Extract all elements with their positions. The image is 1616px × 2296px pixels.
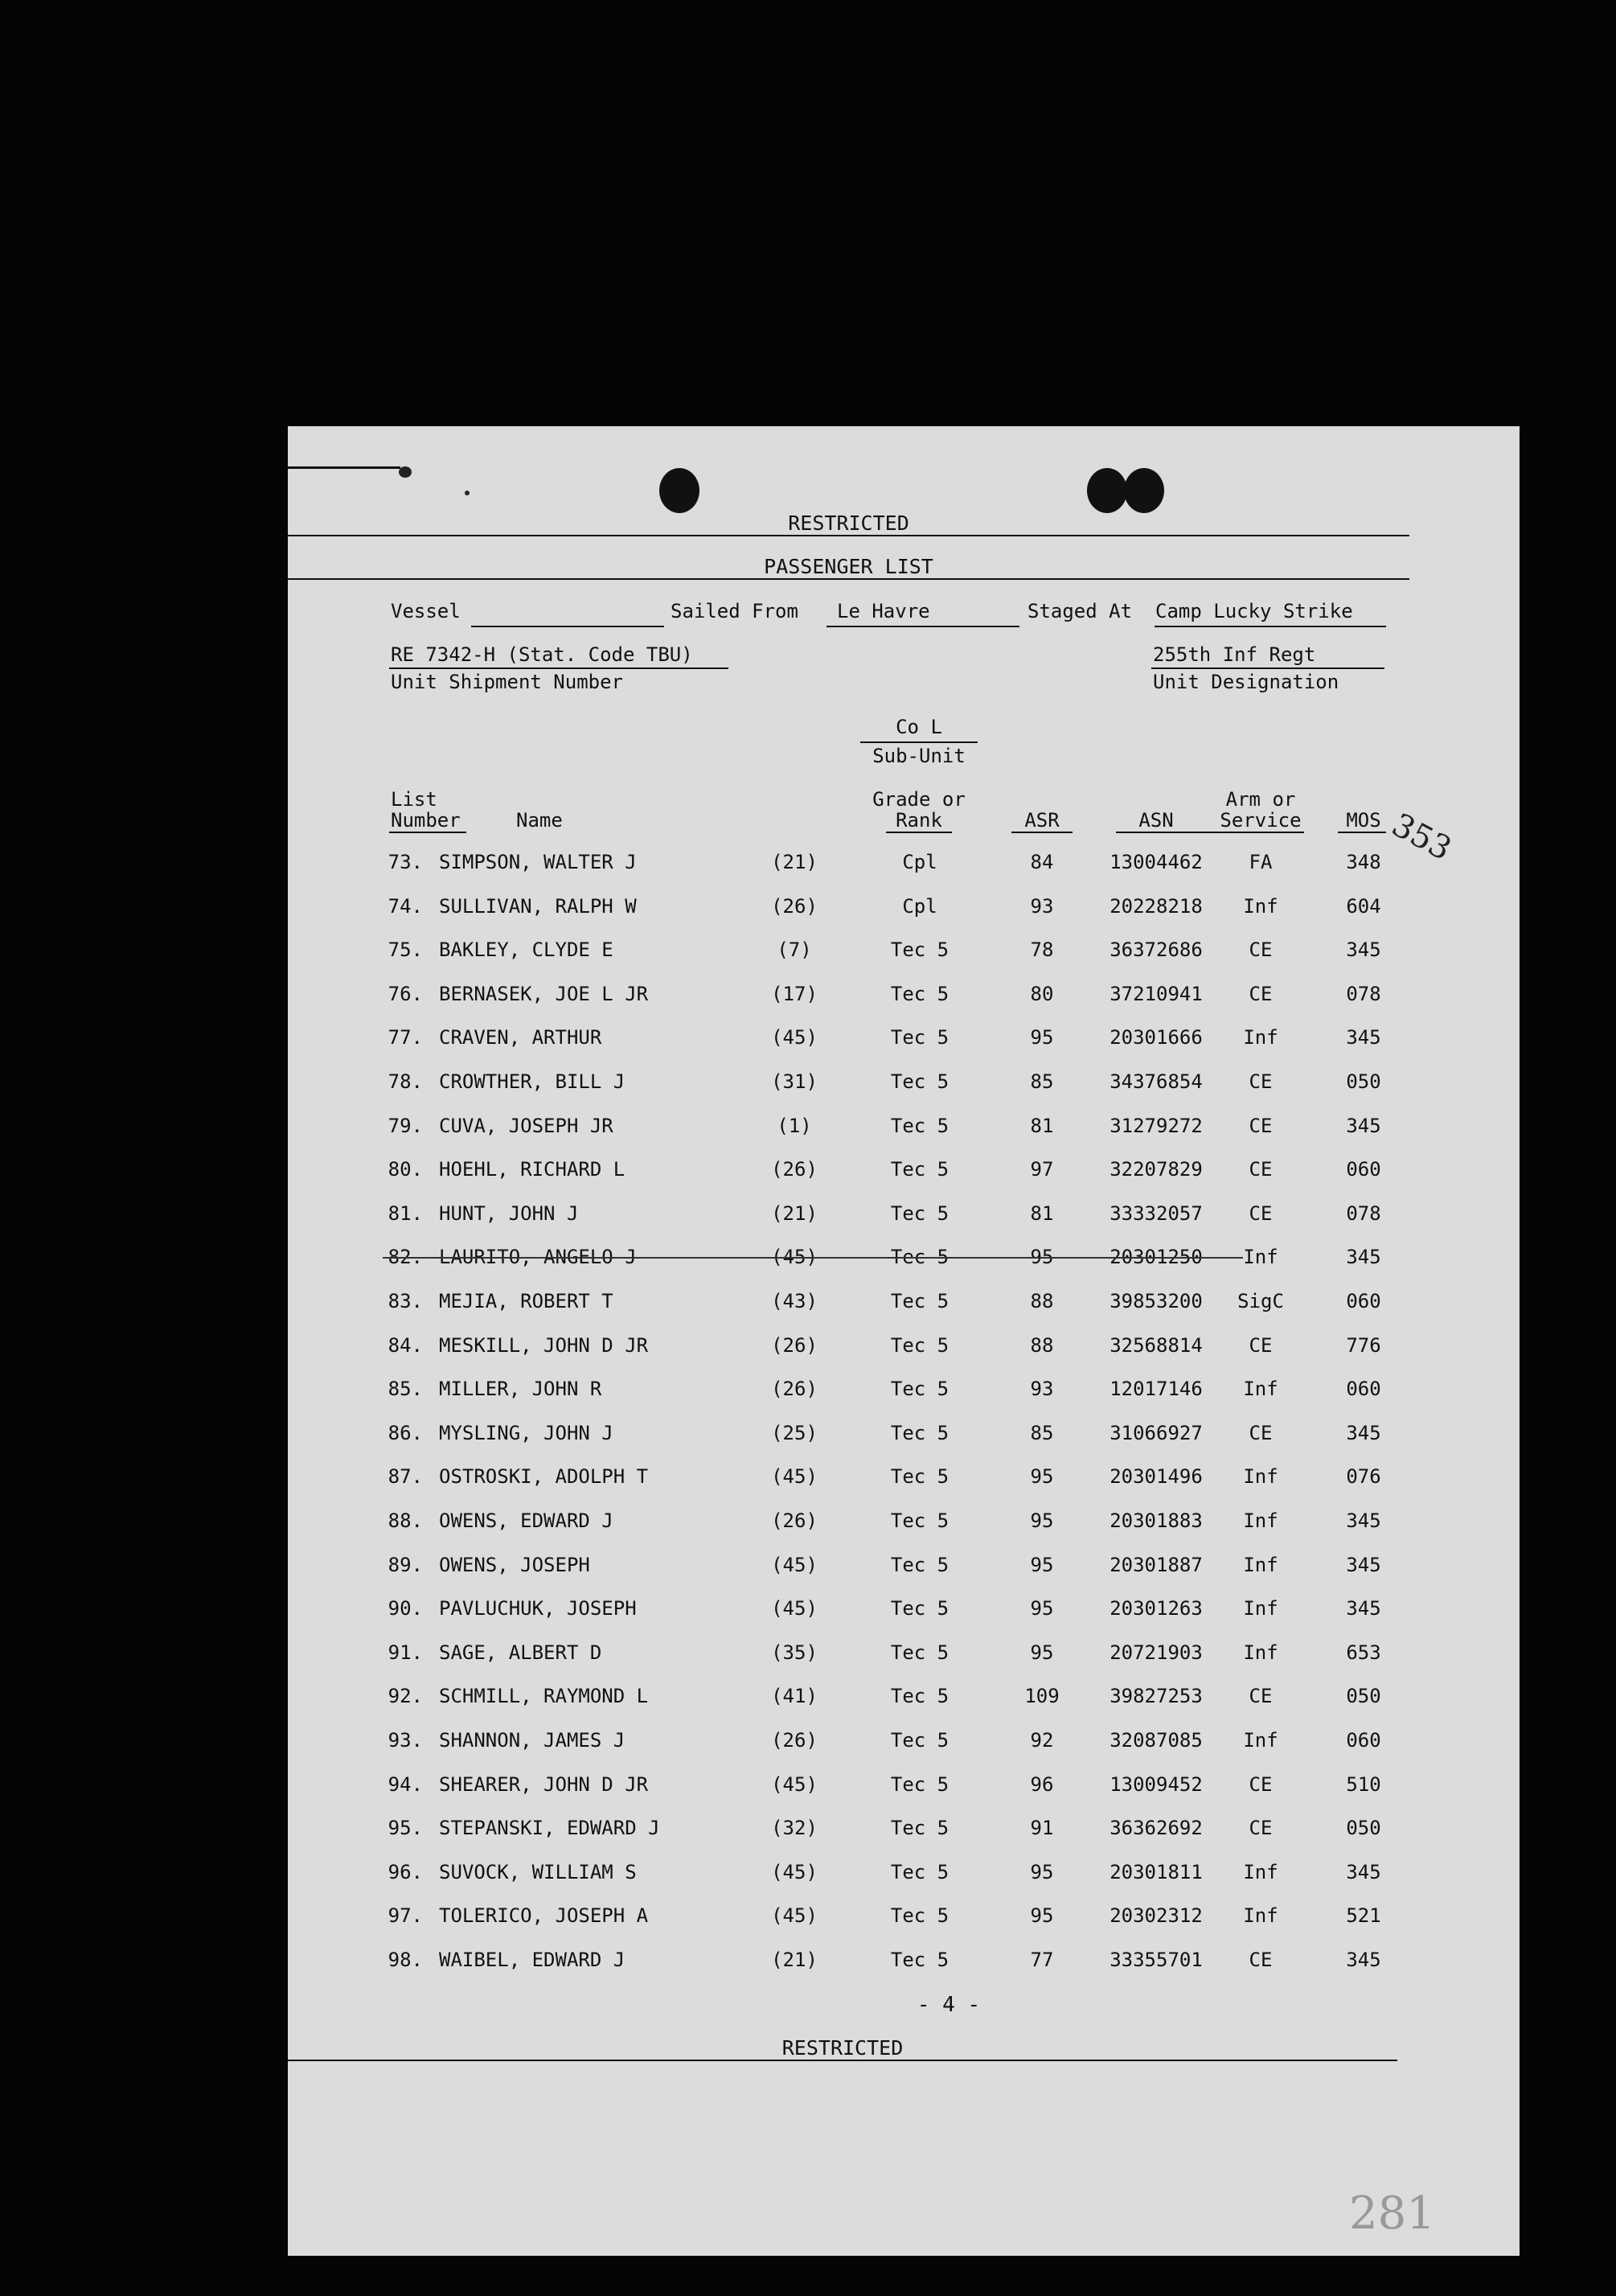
cell-arm: CE [1249, 1421, 1273, 1444]
cell-asr: 96 [1030, 1772, 1054, 1796]
cell-grade: Tec 5 [890, 1421, 950, 1444]
cell-arm: Inf [1243, 1509, 1278, 1532]
document-title: PASSENGER LIST [288, 557, 1409, 580]
cell-grade: Tec 5 [890, 1158, 950, 1181]
cell-num: 92. [388, 1685, 423, 1708]
cell-code: (26) [771, 1378, 818, 1401]
cell-asn: 20301496 [1109, 1465, 1203, 1489]
cell-asn: 20301811 [1109, 1860, 1203, 1883]
table-row [288, 1731, 1520, 1758]
staged-at-label: Staged At [1027, 600, 1133, 622]
cell-arm: SigC [1237, 1290, 1284, 1312]
cell-num: 94. [388, 1772, 423, 1796]
sub-unit-underline [860, 741, 978, 743]
cell-asr: 109 [1024, 1685, 1060, 1708]
cell-grade: Tec 5 [890, 1817, 950, 1840]
cell-asr: 95 [1030, 1246, 1054, 1269]
unit-designation-value: 255th Inf Regt [1153, 643, 1316, 666]
cell-num: 82. [388, 1246, 423, 1269]
cell-mos: 345 [1346, 1949, 1381, 1971]
cell-arm: FA [1249, 851, 1273, 873]
cell-arm: CE [1249, 1333, 1273, 1357]
cell-mos: 776 [1346, 1333, 1381, 1357]
cell-asr: 95 [1030, 1904, 1054, 1928]
table-row [288, 1423, 1520, 1451]
cell-num: 90. [388, 1597, 423, 1620]
cell-asn: 20228218 [1109, 894, 1203, 918]
cell-asn: 36372686 [1109, 939, 1203, 962]
cell-grade: Tec 5 [890, 1860, 950, 1883]
table-row [288, 1292, 1520, 1319]
cell-asn: 33332057 [1109, 1201, 1203, 1225]
cell-grade: Tec 5 [890, 1333, 950, 1357]
cell-mos: 653 [1346, 1641, 1381, 1664]
cell-asr: 95 [1030, 1465, 1054, 1489]
cell-num: 79. [388, 1114, 423, 1137]
cell-name: BERNASEK, JOE L JR [439, 982, 649, 1005]
cell-arm: CE [1249, 1685, 1273, 1708]
cell-asn: 32568814 [1109, 1333, 1203, 1357]
cell-mos: 078 [1346, 982, 1381, 1005]
cell-asn: 32087085 [1109, 1729, 1203, 1752]
cell-code: (45) [771, 1904, 818, 1928]
column-number: Number [391, 809, 461, 832]
table-row [288, 1467, 1520, 1494]
cell-name: WAIBEL, EDWARD J [439, 1949, 625, 1971]
cell-name: SAGE, ALBERT D [439, 1641, 602, 1664]
cell-mos: 060 [1346, 1378, 1381, 1401]
cell-code: (25) [771, 1421, 818, 1444]
cell-grade: Tec 5 [890, 982, 950, 1005]
table-row [288, 1072, 1520, 1099]
cell-mos: 060 [1346, 1158, 1381, 1181]
cell-num: 78. [388, 1070, 423, 1093]
cell-num: 77. [388, 1026, 423, 1049]
cell-mos: 050 [1346, 1685, 1381, 1708]
cell-code: (26) [771, 1158, 818, 1181]
punch-hole-left [659, 468, 699, 513]
cell-asr: 77 [1030, 1949, 1054, 1971]
column-grade-line1: Grade or [872, 788, 966, 811]
cell-name: SUVOCK, WILLIAM S [439, 1860, 637, 1883]
cell-grade: Tec 5 [890, 1290, 950, 1312]
cell-grade: Tec 5 [890, 1509, 950, 1532]
cell-arm: CE [1249, 1772, 1273, 1796]
cell-name: CUVA, JOSEPH JR [439, 1114, 613, 1137]
column-list: List [391, 788, 437, 811]
cell-grade: Tec 5 [890, 1026, 950, 1049]
cell-arm: Inf [1243, 1026, 1278, 1049]
cell-code: (43) [771, 1290, 818, 1312]
cell-grade: Tec 5 [890, 1729, 950, 1752]
cell-asn: 33355701 [1109, 1949, 1203, 1971]
cell-num: 80. [388, 1158, 423, 1181]
cell-arm: CE [1249, 1817, 1273, 1840]
cell-mos: 345 [1346, 1860, 1381, 1883]
cell-mos: 345 [1346, 1597, 1381, 1620]
cell-asn: 20301887 [1109, 1553, 1203, 1576]
punch-hole-center [1087, 468, 1127, 513]
cell-code: (21) [771, 1949, 818, 1971]
cell-asr: 95 [1030, 1597, 1054, 1620]
cell-asn: 13004462 [1109, 851, 1203, 873]
column-asr-underline [1011, 832, 1073, 833]
cell-num: 75. [388, 939, 423, 962]
cell-code: (32) [771, 1817, 818, 1840]
cell-asr: 92 [1030, 1729, 1054, 1752]
cell-num: 98. [388, 1949, 423, 1971]
cell-arm: Inf [1243, 1465, 1278, 1489]
column-asr: ASR [1024, 809, 1060, 832]
table-row [288, 852, 1520, 880]
cell-asr: 91 [1030, 1817, 1054, 1840]
handwritten-page-number: 281 [1349, 2187, 1435, 2240]
table-row [288, 1201, 1520, 1231]
cell-mos: 078 [1346, 1201, 1381, 1225]
cell-grade: Tec 5 [890, 1772, 950, 1796]
cell-name: MESKILL, JOHN D JR [439, 1333, 649, 1357]
cell-name: SULLIVAN, RALPH W [439, 894, 637, 918]
cell-code: (45) [771, 1465, 818, 1489]
table-row [288, 1686, 1520, 1714]
cell-asn: 36362692 [1109, 1817, 1203, 1840]
cell-mos: 345 [1346, 1246, 1381, 1269]
cell-code: (45) [771, 1246, 818, 1269]
cell-code: (26) [771, 1729, 818, 1752]
cell-grade: Tec 5 [890, 1201, 950, 1225]
cell-code: (26) [771, 1333, 818, 1357]
cell-num: 81. [388, 1201, 423, 1225]
column-arm-line2: Service [1220, 809, 1302, 832]
ink-speck [465, 491, 470, 495]
ink-speck [399, 466, 412, 478]
vessel-label: Vessel [391, 600, 461, 622]
column-arm-underline [1214, 832, 1304, 833]
table-row [288, 1379, 1520, 1407]
cell-name: SHANNON, JAMES J [439, 1729, 625, 1752]
cell-code: (31) [771, 1070, 818, 1093]
cell-mos: 604 [1346, 894, 1381, 918]
cell-arm: Inf [1243, 1553, 1278, 1576]
cell-asr: 95 [1030, 1026, 1054, 1049]
cell-asn: 31279272 [1109, 1114, 1203, 1137]
cell-asn: 20301883 [1109, 1509, 1203, 1532]
table-row [288, 894, 1520, 924]
table-row [288, 1643, 1520, 1670]
cell-asr: 84 [1030, 851, 1054, 873]
cell-num: 95. [388, 1817, 423, 1840]
cell-code: (45) [771, 1553, 818, 1576]
cell-asn: 32207829 [1109, 1158, 1203, 1181]
cell-arm: CE [1249, 982, 1273, 1005]
punch-hole-right [1124, 468, 1164, 513]
cell-arm: CE [1249, 1158, 1273, 1181]
cell-grade: Tec 5 [890, 1465, 950, 1489]
cell-arm: Inf [1243, 1378, 1278, 1401]
strikethrough-line [383, 1257, 1243, 1259]
table-row [288, 1511, 1520, 1538]
cell-name: STEPANSKI, EDWARD J [439, 1817, 660, 1840]
cell-asr: 81 [1030, 1114, 1054, 1137]
table-row [288, 1247, 1520, 1275]
cell-num: 93. [388, 1729, 423, 1752]
cell-name: LAURITO, ANGELO J [439, 1246, 637, 1269]
column-mos: MOS [1346, 809, 1381, 832]
cell-arm: Inf [1243, 1246, 1278, 1269]
cell-arm: Inf [1243, 1860, 1278, 1883]
table-row [288, 1028, 1520, 1055]
cell-asn: 31066927 [1109, 1421, 1203, 1444]
classification-header: RESTRICTED [288, 513, 1409, 536]
cell-name: MILLER, JOHN R [439, 1378, 602, 1401]
cell-code: (45) [771, 1026, 818, 1049]
cell-asr: 80 [1030, 982, 1054, 1005]
cell-grade: Tec 5 [890, 1246, 950, 1269]
page-stamp-number: 353 [1385, 806, 1458, 869]
cell-mos: 345 [1346, 1509, 1381, 1532]
cell-code: (17) [771, 982, 818, 1005]
cell-arm: CE [1249, 1201, 1273, 1225]
table-row [288, 1950, 1520, 1978]
cell-name: TOLERICO, JOSEPH A [439, 1904, 649, 1928]
cell-asr: 88 [1030, 1290, 1054, 1312]
cell-code: (45) [771, 1860, 818, 1883]
cell-arm: Inf [1243, 1729, 1278, 1752]
sailed-from-underline [826, 626, 1019, 627]
cell-name: OWENS, EDWARD J [439, 1509, 613, 1532]
cell-code: (1) [777, 1114, 812, 1137]
cell-grade: Tec 5 [890, 1597, 950, 1620]
staged-at-value: Camp Lucky Strike [1155, 600, 1353, 622]
cell-asr: 85 [1030, 1070, 1054, 1093]
cell-code: (35) [771, 1641, 818, 1664]
table-row [288, 1116, 1520, 1144]
classification-footer: RESTRICTED [288, 2038, 1397, 2061]
table-row [288, 1906, 1520, 1933]
cell-num: 87. [388, 1465, 423, 1489]
cell-grade: Tec 5 [890, 1378, 950, 1401]
cell-asr: 85 [1030, 1421, 1054, 1444]
vessel-underline [471, 626, 664, 627]
cell-grade: Tec 5 [890, 1904, 950, 1928]
cell-asr: 78 [1030, 939, 1054, 962]
cell-code: (41) [771, 1685, 818, 1708]
cell-num: 88. [388, 1509, 423, 1532]
table-row [288, 1772, 1520, 1802]
document-page [288, 426, 1520, 2256]
cell-mos: 345 [1346, 1421, 1381, 1444]
cell-num: 97. [388, 1904, 423, 1928]
cell-name: OWENS, JOSEPH [439, 1553, 590, 1576]
cell-mos: 345 [1346, 1026, 1381, 1049]
cell-code: (21) [771, 851, 818, 873]
table-row [288, 1599, 1520, 1626]
cell-asn: 20721903 [1109, 1641, 1203, 1664]
cell-arm: CE [1249, 1114, 1273, 1137]
cell-num: 91. [388, 1641, 423, 1664]
column-grade-line2: Rank [896, 809, 942, 832]
cell-arm: Inf [1243, 1597, 1278, 1620]
unit-shipment-label: Unit Shipment Number [391, 671, 623, 693]
table-row [288, 1818, 1520, 1846]
cell-code: (45) [771, 1772, 818, 1796]
table-row [288, 984, 1520, 1012]
cell-grade: Tec 5 [890, 1114, 950, 1137]
cell-arm: Inf [1243, 894, 1278, 918]
cell-num: 96. [388, 1860, 423, 1883]
cell-name: SHEARER, JOHN D JR [439, 1772, 649, 1796]
cell-num: 73. [388, 851, 423, 873]
cell-grade: Tec 5 [890, 939, 950, 962]
cell-asr: 95 [1030, 1860, 1054, 1883]
table-row [288, 1555, 1520, 1583]
cell-code: (26) [771, 894, 818, 918]
cell-grade: Tec 5 [890, 1553, 950, 1576]
unit-shipment-underline [389, 667, 728, 669]
cell-code: (7) [777, 939, 812, 962]
table-row [288, 1333, 1520, 1363]
cell-arm: CE [1249, 939, 1273, 962]
cell-name: HUNT, JOHN J [439, 1201, 579, 1225]
cell-asr: 97 [1030, 1158, 1054, 1181]
cell-asn: 34376854 [1109, 1070, 1203, 1093]
cell-asr: 93 [1030, 894, 1054, 918]
cell-arm: Inf [1243, 1904, 1278, 1928]
cell-grade: Tec 5 [890, 1685, 950, 1708]
cell-mos: 521 [1346, 1904, 1381, 1928]
column-asn: ASN [1138, 809, 1174, 832]
cell-mos: 060 [1346, 1290, 1381, 1312]
cell-grade: Cpl [902, 894, 937, 918]
cell-asr: 95 [1030, 1509, 1054, 1532]
cell-code: (21) [771, 1201, 818, 1225]
cell-grade: Tec 5 [890, 1070, 950, 1093]
cell-asn: 37210941 [1109, 982, 1203, 1005]
cell-num: 89. [388, 1553, 423, 1576]
column-arm-line1: Arm or [1225, 788, 1296, 811]
cell-name: HOEHL, RICHARD L [439, 1158, 625, 1181]
cell-mos: 076 [1346, 1465, 1381, 1489]
cell-asr: 95 [1030, 1553, 1054, 1576]
table-row [288, 1860, 1520, 1890]
table-row [288, 940, 1520, 967]
cell-mos: 345 [1346, 939, 1381, 962]
cell-arm: Inf [1243, 1641, 1278, 1664]
unit-shipment-value: RE 7342-H (Stat. Code TBU) [391, 643, 693, 666]
cell-asn: 39853200 [1109, 1290, 1203, 1312]
cell-mos: 345 [1346, 1114, 1381, 1137]
cell-asn: 20301250 [1109, 1246, 1203, 1269]
cell-code: (45) [771, 1597, 818, 1620]
cell-code: (26) [771, 1509, 818, 1532]
cell-name: MYSLING, JOHN J [439, 1421, 613, 1444]
cell-mos: 510 [1346, 1772, 1381, 1796]
column-mos-underline [1338, 832, 1386, 833]
cell-asn: 20302312 [1109, 1904, 1203, 1928]
torn-edge-mark [288, 466, 400, 469]
cell-name: CROWTHER, BILL J [439, 1070, 625, 1093]
cell-name: BAKLEY, CLYDE E [439, 939, 613, 962]
unit-designation-label: Unit Designation [1153, 671, 1339, 693]
cell-name: MEJIA, ROBERT T [439, 1290, 613, 1312]
cell-asn: 39827253 [1109, 1685, 1203, 1708]
cell-num: 86. [388, 1421, 423, 1444]
sub-unit-label: Sub-Unit [872, 745, 966, 767]
cell-name: PAVLUCHUK, JOSEPH [439, 1597, 637, 1620]
cell-asr: 95 [1030, 1641, 1054, 1664]
cell-grade: Tec 5 [890, 1949, 950, 1971]
cell-asn: 12017146 [1109, 1378, 1203, 1401]
cell-mos: 050 [1346, 1817, 1381, 1840]
cell-asn: 13009452 [1109, 1772, 1203, 1796]
cell-name: CRAVEN, ARTHUR [439, 1026, 602, 1049]
cell-asn: 20301263 [1109, 1597, 1203, 1620]
sailed-from-label: Sailed From [671, 600, 798, 622]
cell-asr: 93 [1030, 1378, 1054, 1401]
cell-name: OSTROSKI, ADOLPH T [439, 1465, 649, 1489]
cell-grade: Cpl [902, 851, 937, 873]
cell-num: 85. [388, 1378, 423, 1401]
column-asn-underline [1116, 832, 1216, 833]
cell-num: 84. [388, 1333, 423, 1357]
cell-name: SIMPSON, WALTER J [439, 851, 637, 873]
cell-name: SCHMILL, RAYMOND L [439, 1685, 649, 1708]
cell-arm: CE [1249, 1949, 1273, 1971]
sub-unit-value: Co L [896, 716, 942, 738]
staged-at-underline [1155, 626, 1386, 627]
column-grade-underline [886, 832, 952, 833]
sailed-from-value: Le Havre [837, 600, 930, 622]
cell-mos: 060 [1346, 1729, 1381, 1752]
table-row [288, 1160, 1520, 1187]
cell-num: 76. [388, 982, 423, 1005]
cell-num: 74. [388, 894, 423, 918]
column-number-underline [389, 832, 466, 833]
cell-grade: Tec 5 [890, 1641, 950, 1664]
cell-mos: 345 [1346, 1553, 1381, 1576]
cell-arm: CE [1249, 1070, 1273, 1093]
cell-num: 83. [388, 1290, 423, 1312]
page-number: - 4 - [917, 1993, 981, 2017]
cell-mos: 348 [1346, 851, 1381, 873]
cell-mos: 050 [1346, 1070, 1381, 1093]
column-name: Name [516, 809, 563, 832]
unit-designation-underline [1151, 667, 1384, 669]
cell-asr: 81 [1030, 1201, 1054, 1225]
cell-asr: 88 [1030, 1333, 1054, 1357]
cell-asn: 20301666 [1109, 1026, 1203, 1049]
